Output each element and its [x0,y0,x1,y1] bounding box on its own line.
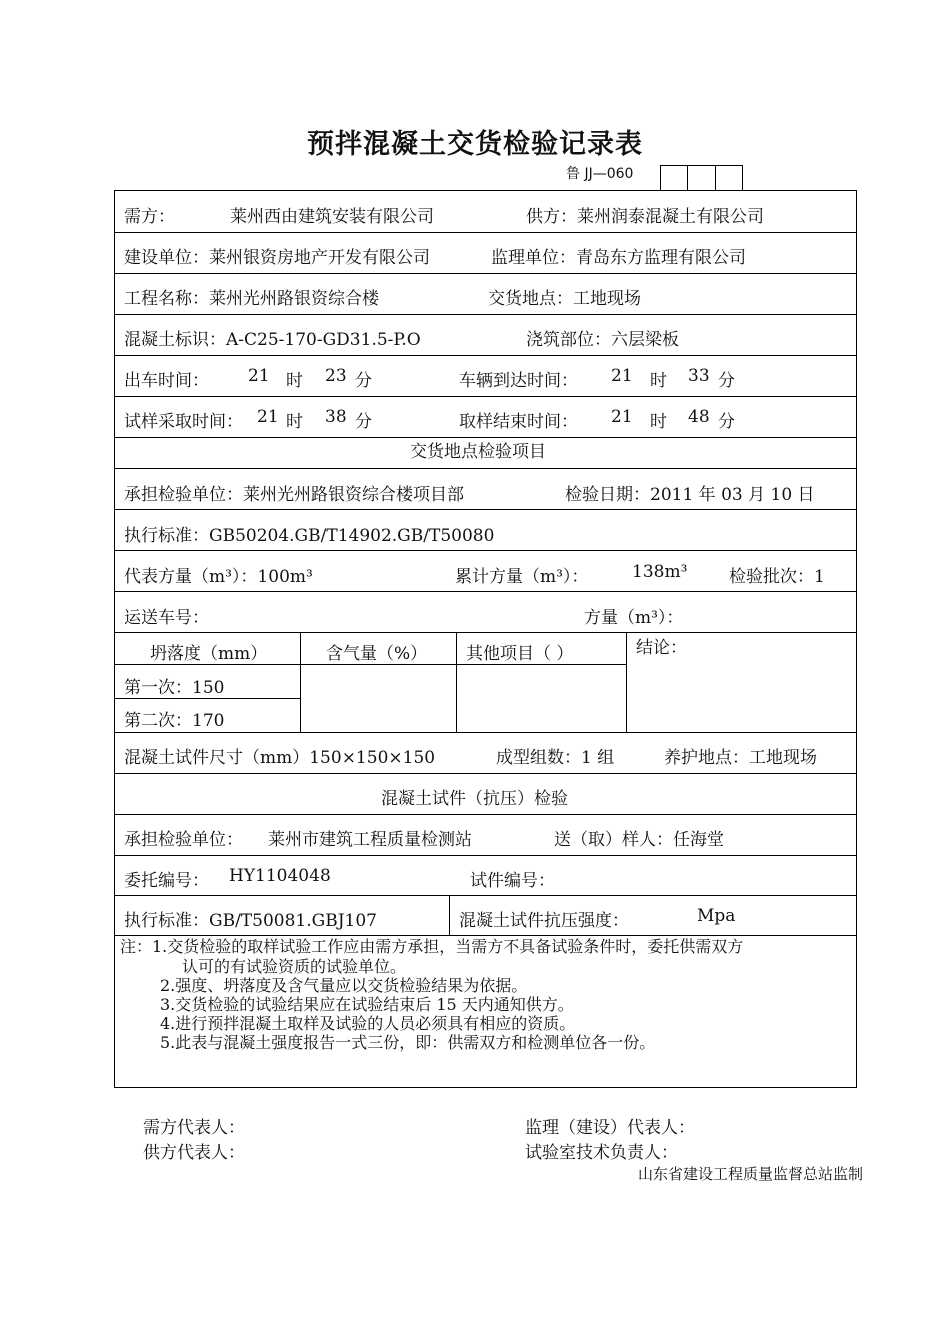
col-divider [300,632,301,732]
footer-issuer: 山东省建设工程质量监督总站监制 [637,1165,863,1183]
row-divider [114,664,626,665]
note-line-1b: 认可的有试验资质的试验单位。 [182,957,407,976]
note-line-3: 3.交货检验的试验结果应在试验结束后 15 天内通知供方。 [160,995,574,1014]
supervisor-rep-signature: 监理（建设）代表人： [525,1118,695,1138]
groups-field: 成型组数：1 组 [496,748,615,768]
note-line-4: 4.进行预拌混凝土取样及试验的人员必须具有相应的资质。 [160,1014,576,1033]
col-divider [449,895,450,935]
section-compress-header: 混凝土试件（抗压）检验 [381,789,568,809]
row-divider [114,855,856,856]
volume-field: 方量（m³）： [584,608,684,628]
arrive-hour: 21 [611,366,633,386]
inspect-date-field: 检验日期：2011 年 03 月 10 日 [565,485,815,505]
row-divider [114,732,856,733]
form-code: 鲁 JJ—060 [566,166,634,182]
depart-minute: 23 [325,366,347,386]
supply-field: 供方：莱州润泰混凝土有限公司 [526,207,764,227]
row-divider [114,396,856,397]
section-delivery-header: 交货地点检验项目 [410,442,546,462]
row-divider [114,895,856,896]
row-divider [114,632,856,633]
note-line-5: 5.此表与混凝土强度报告一式三份，即：供需双方和检测单位各一份。 [160,1033,656,1052]
standard-field: 执行标准：GB50204.GB/T14902.GB/T50080 [124,526,495,546]
minute-unit: 分 [355,412,372,432]
hour-unit: 时 [650,371,667,391]
row-divider [114,232,856,233]
note-line-2: 2.强度、坍落度及含气量应以交货检验结果为依据。 [160,976,528,995]
minute-unit: 分 [718,412,735,432]
row-divider [114,591,856,592]
standard2-field: 执行标准：GB/T50081.GBJ107 [124,911,377,931]
builder-field: 建设单位：莱州银资房地产开发有限公司 [124,248,430,268]
project-field: 工程名称：莱州光州路银资综合楼 [124,289,379,309]
depart-label: 出车时间： [124,371,209,391]
lab-unit-value: 莱州市建筑工程质量检测站 [268,830,472,850]
row-divider [114,273,856,274]
hour-unit: 时 [286,412,303,432]
batch-field: 检验批次：1 [729,567,825,587]
supervisor-field: 监理单位：青岛东方监理有限公司 [491,248,746,268]
rep-volume-field: 代表方量（m³）：100m³ [124,567,313,587]
slump-second: 第二次：170 [124,711,225,731]
air-header: 含气量（%） [326,644,428,664]
row-divider [114,935,856,936]
slump-first: 第一次：150 [124,678,225,698]
supply-rep-signature: 供方代表人： [143,1143,245,1163]
sender-field: 送（取）样人：任海堂 [554,830,724,850]
sample-end-hour: 21 [611,407,633,427]
sample-hour: 21 [257,407,279,427]
commission-value: HY1104048 [229,866,331,886]
inspect-unit-field: 承担检验单位：莱州光州路银资综合楼项目部 [124,485,464,505]
curing-field: 养护地点：工地现场 [664,748,817,768]
cum-volume-value: 138m³ [632,562,688,582]
demand-value: 莱州西由建筑安装有限公司 [230,207,434,227]
slump-header: 坍落度（mm） [150,644,268,664]
conclusion-label: 结论： [636,638,687,658]
demand-label: 需方： [124,207,175,227]
lab-unit-label: 承担检验单位： [124,830,243,850]
row-divider [114,773,856,774]
cum-volume-label: 累计方量（m³）： [455,567,589,587]
row-divider [114,550,856,551]
other-header: 其他项目（ ） [466,644,574,664]
row-divider [114,314,856,315]
hour-unit: 时 [286,371,303,391]
row-divider [114,509,856,510]
arrive-label: 车辆到达时间： [459,371,578,391]
col-divider [626,632,627,732]
arrive-minute: 33 [688,366,710,386]
row-divider [114,468,856,469]
delivery-place-field: 交货地点：工地现场 [488,289,641,309]
truck-no-field: 运送车号： [124,608,209,628]
concrete-mark-field: 混凝土标识：A-C25-170-GD31.5-P.O [124,330,421,350]
row-divider [114,814,856,815]
page-title: 预拌混凝土交货检验记录表 [307,129,643,160]
sample-label: 试样采取时间： [124,412,243,432]
note-line-1: 注：1.交货检验的取样试验工作应由需方承担，当需方不具备试验条件时，委托供需双方 [120,937,744,956]
lab-tech-signature: 试验室技术负责人： [525,1143,678,1163]
sample-end-minute: 48 [688,407,710,427]
row-divider [114,698,301,699]
strength-label: 混凝土试件抗压强度： [459,911,629,931]
pour-part-field: 浇筑部位：六层梁板 [526,330,679,350]
minute-unit: 分 [718,371,735,391]
commission-label: 委托编号： [124,871,209,891]
sample-minute: 38 [325,407,347,427]
depart-hour: 21 [248,366,270,386]
row-divider [114,355,856,356]
col-divider [456,632,457,732]
sample-end-label: 取样结束时间： [459,412,578,432]
code-boxes [660,165,743,191]
specimen-size-field: 混凝土试件尺寸（mm）150×150×150 [124,748,436,768]
minute-unit: 分 [355,371,372,391]
specimen-no-field: 试件编号： [470,871,555,891]
hour-unit: 时 [650,412,667,432]
strength-unit: Mpa [697,906,736,926]
demand-rep-signature: 需方代表人： [143,1118,245,1138]
